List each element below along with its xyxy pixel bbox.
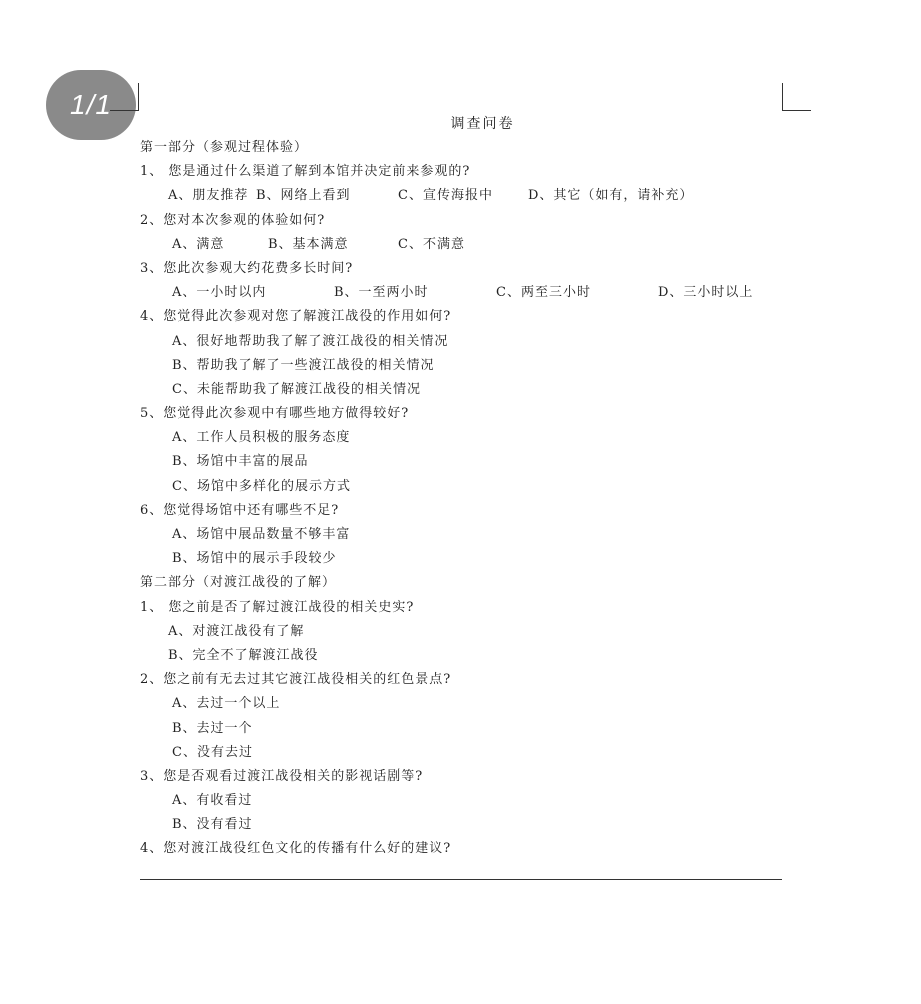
p1-q5-text: 5、您觉得此次参观中有哪些地方做得较好? bbox=[140, 406, 410, 422]
p1-q6-option-b: B、场馆中的展示手段较少 bbox=[172, 551, 337, 567]
p1-q3-option-d: D、三小时以上 bbox=[658, 285, 754, 301]
p1-q5-option-a: A、工作人员积极的服务态度 bbox=[172, 430, 351, 446]
p1-q5-option-c: C、场馆中多样化的展示方式 bbox=[172, 478, 351, 494]
crop-mark-right bbox=[782, 83, 811, 111]
p2-q2-option-a: A、去过一个以上 bbox=[172, 696, 281, 712]
crop-mark-left bbox=[110, 83, 139, 111]
p1-q1-option-d: D、其它（如有，请补充） bbox=[528, 188, 694, 204]
p1-q3-option-b: B、一至两小时 bbox=[334, 285, 429, 301]
p2-q3-text: 3、您是否观看过渡江战役相关的影视话剧等? bbox=[140, 768, 424, 784]
p1-q1-text: 1、 您是通过什么渠道了解到本馆并决定前来参观的? bbox=[140, 164, 471, 180]
questionnaire bbox=[140, 112, 785, 862]
p1-q6-option-a: A、场馆中展品数量不够丰富 bbox=[172, 527, 351, 542]
p1-q1-options bbox=[140, 184, 785, 208]
p1-q1-option-c: C、宣传海报中 bbox=[398, 188, 493, 204]
p1-q6-text: 6、您觉得场馆中还有哪些不足? bbox=[140, 502, 340, 518]
p1-q1-option-b: B、网络上看到 bbox=[256, 188, 351, 204]
p1-q2-option-c: C、不满意 bbox=[398, 236, 465, 252]
p1-q5-option-b: B、场馆中丰富的展品 bbox=[172, 454, 309, 470]
page-number-badge: 1/1 bbox=[46, 70, 136, 140]
p1-q3-options bbox=[140, 281, 785, 305]
p2-q3-option-b: B、没有看过 bbox=[172, 817, 253, 833]
p1-q2-option-a: A、满意 bbox=[172, 236, 225, 252]
p2-q4-text: 4、您对渡江战役红色文化的传播有什么好的建议? bbox=[140, 841, 452, 857]
p1-q2-option-b: B、基本满意 bbox=[268, 236, 349, 252]
document-title: 调查问卷 bbox=[450, 116, 515, 132]
p2-q2-text: 2、您之前有无去过其它渡江战役相关的红色景点? bbox=[140, 672, 452, 688]
p2-q3-option-a: A、有收看过 bbox=[172, 793, 253, 809]
p1-q2-options bbox=[140, 233, 785, 257]
p1-q4-text: 4、您觉得此次参观对您了解渡江战役的作用如何? bbox=[140, 309, 452, 325]
p2-q1-option-a: A、对渡江战役有了解 bbox=[168, 623, 305, 639]
p1-q4-option-a: A、很好地帮助我了解了渡江战役的相关情况 bbox=[172, 333, 449, 349]
p1-q2-text: 2、您对本次参观的体验如何? bbox=[140, 212, 326, 228]
p1-q3-option-c: C、两至三小时 bbox=[496, 285, 591, 301]
p2-q1-text: 1、 您之前是否了解过渡江战役的相关史实? bbox=[140, 599, 415, 615]
p1-q3-option-a: A、一小时以内 bbox=[172, 285, 267, 301]
p2-q2-option-b: B、去过一个 bbox=[172, 720, 253, 736]
p1-q1-option-a: A、朋友推荐 bbox=[168, 188, 249, 204]
p1-q3-text: 3、您此次参观大约花费多长时间? bbox=[140, 260, 354, 276]
part1-heading: 第一部分（参观过程体验） bbox=[140, 140, 309, 155]
part2-heading: 第二部分（对渡江战役的了解） bbox=[140, 575, 337, 591]
bottom-rule bbox=[140, 879, 782, 880]
p2-q2-option-c: C、没有去过 bbox=[172, 744, 253, 760]
p1-q4-option-c: C、未能帮助我了解渡江战役的相关情况 bbox=[172, 381, 421, 397]
p2-q1-option-b: B、完全不了解渡江战役 bbox=[168, 647, 319, 663]
p1-q4-option-b: B、帮助我了解了一些渡江战役的相关情况 bbox=[172, 357, 435, 373]
